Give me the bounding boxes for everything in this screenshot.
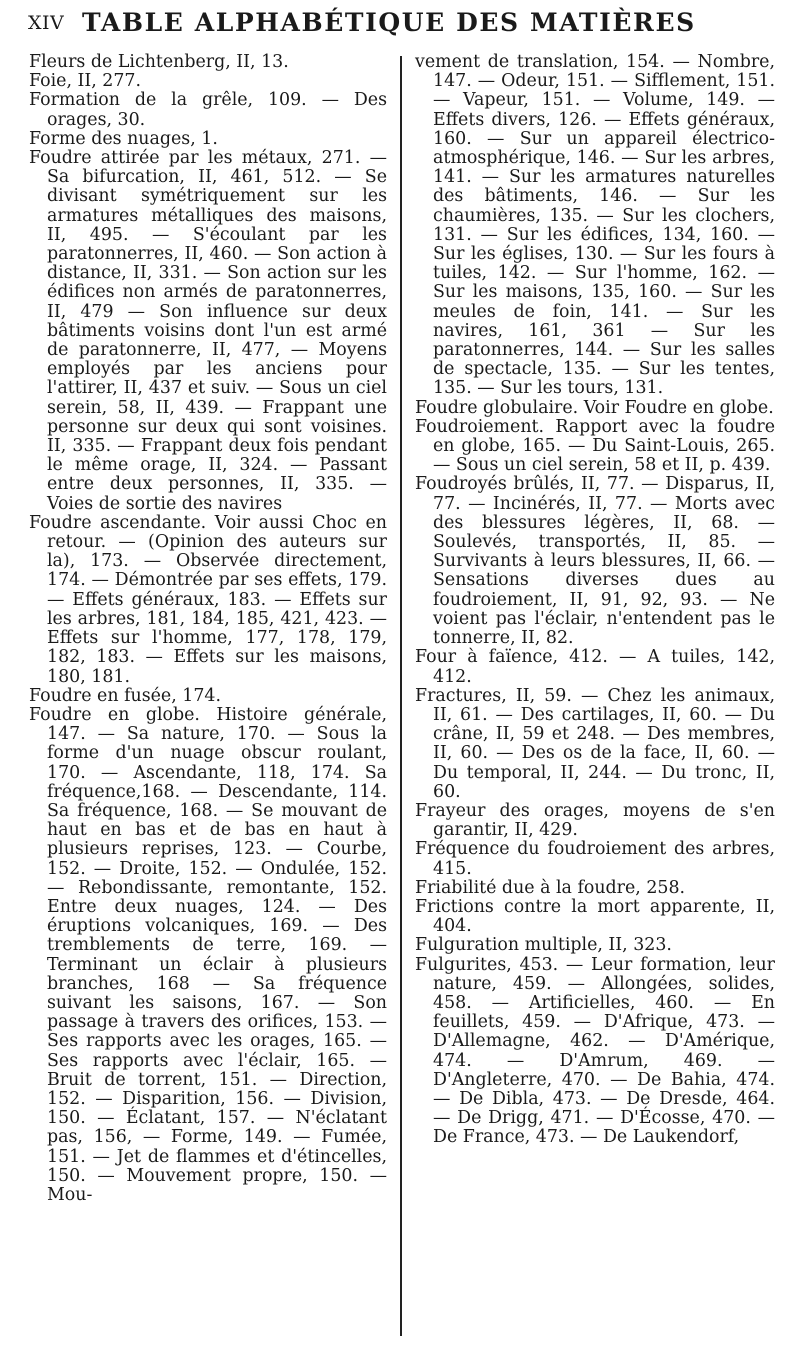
index-entry: Fulguration multiple, II, 323.	[415, 935, 672, 956]
column-divider	[400, 56, 402, 1336]
running-head: TABLE ALPHABÉTIQUE DES MATIÈRES	[82, 8, 696, 37]
index-entry: Fréquence du foudroiement des arbres, 415.	[415, 839, 775, 879]
index-entry: Frayeur des orages, moyens de s'en garantir, II, 429.	[415, 800, 775, 841]
index-entry: Four à faïence, 412. — A tuiles, 142, 412.	[415, 647, 775, 687]
index-entry: Frictions contre la mort apparente, II, 404.	[415, 896, 775, 937]
index-entry: Forme des nuages, 1.	[29, 128, 218, 149]
left-column	[29, 53, 387, 1205]
index-entry: Foie, II, 277.	[29, 71, 142, 92]
right-column	[415, 53, 775, 1148]
index-entry: Foudre ascendante. Voir aussi Choc en retour. — (Opinion des auteurs sur la), 173. — Observée directement, 174. — Démontrée par ses effets, 179. — Effets généraux, 183. — Effets sur les arbres, 181, 184, 185, 421, 423. — Effets sur l'homme, 177, 178, 179, 182, 183. — Effets sur les maisons, 180, 181.	[29, 512, 387, 687]
index-entry: vement de translation, 154. — Nombre, 147. — Odeur, 151. — Sifflement, 151. — Vapeur, 151. — Volume, 149. — Effets divers, 126. — Effets généraux, 160. — Sur un appareil électrico-atmosphérique, 146. — Sur les arbres, 141. — Sur les armatures naturelles des bâtiments, 146. — Sur les chaumières, 135. — Sur les clochers, 131. — Sur les édifices, 134, 160. — Sur les églises, 130. — Sur les fours à tuiles, 142. — Sur l'homme, 162. — Sur les maisons, 135, 160. — Sur les meules de foin, 141. — Sur les navires, 161, 361 — Sur les paratonnerres, 144. — Sur les salles de spectacle, 135. — Sur les tentes, 135. — Sur les tours, 131.	[415, 52, 775, 399]
page-number: XIV	[28, 12, 65, 34]
index-entry: Foudroyés brûlés, II, 77. — Disparus, II, 77. — Incinérés, II, 77. — Morts avec des blessures légères, II, 68. — Soulevés, transportés, II, 85. — Survivants à leurs blessures, II, 66. — Sensations diverses dues au foudroiement, II, 91, 92, 93. — Ne voient pas l'éclair, n'entendent pas le tonnerre, II, 82.	[415, 474, 775, 649]
index-entry: Friabilité due à la foudre, 258.	[415, 877, 686, 898]
index-entry: Foudre en globe. Histoire générale, 147. — Sa nature, 170. — Sous la forme d'un nuage obscur roulant, 170. — Ascendante, 118, 174. Sa fréquence,168. — Descendante, 114. Sa fréquence, 168. — Se mouvant de haut en bas et de bas en haut à plusieurs reprises, 123. — Courbe, 152. — Droite, 152. — Ondulée, 152. — Rebondissante, remontante, 152. Entre deux nuages, 124. — Des éruptions volcaniques, 169. — Des tremblements de terre, 169. — Terminant un éclair à plusieurs branches, 168 — Sa fréquence suivant les saisons, 167. — Son passage à travers des orifices, 153. — Ses rapports avec les orages, 165. — Ses rapports avec l'éclair, 165. — Bruit de torrent, 151. — Direction, 152. — Disparition, 156. — Division, 150. — Éclatant, 157. — N'éclatant pas, 156, — Forme, 149. — Fumée, 151. — Jet de flammes et d'étincelles, 150. — Mouvement propre, 150. — Mou-	[29, 704, 387, 1205]
index-entry: Foudre globulaire. Voir Foudre en globe.	[415, 397, 774, 418]
index-entry: Foudre attirée par les métaux, 271. — Sa bifurcation, II, 461, 512. — Se divisant symétriquement sur les armatures métalliques des maisons, II, 495. — S'écoulant par les paratonnerres, II, 460. — Son action à distance, II, 331. — Son action sur les édifices non armés de paratonnerres, II, 479 — Son influence sur deux bâtiments voisins dont l'un est armé de paratonnerre, II, 477, — Moyens employés par les anciens pour l'attirer, II, 437 et suiv. — Sous un ciel serein, 58, II, 439. — Frappant une personne sur deux qui sont voisines. II, 335. — Frappant deux fois pendant le même orage, II, 324. — Passant entre deux personnes, II, 335. — Voies de sortie des navires	[29, 148, 387, 514]
index-entry: Fleurs de Lichtenberg, II, 13.	[29, 52, 289, 72]
index-entry: Foudre en fusée, 174.	[29, 685, 221, 706]
index-entry: Fulgurites, 453. — Leur formation, leur nature, 459. — Allongées, solides, 458. — Artificielles, 460. — En feuillets, 459. — D'Afrique, 473. — D'Allemagne, 462. — D'Amérique, 474. — D'Amrum, 469. — D'Angleterre, 470. — De Bahia, 474. — De Dibla, 473. — De Dresde, 464. — De Drigg, 471. — D'Écosse, 470. — De France, 473. — De Laukendorf,	[415, 954, 775, 1148]
index-entry: Fractures, II, 59. — Chez les animaux, II, 61. — Des cartilages, II, 60. — Du crâne, II, 59 et 248. — Des membres, II, 60. — Des os de la face, II, 60. — Du temporal, II, 244. — Du tronc, II, 60.	[415, 685, 775, 802]
index-entry: Formation de la grêle, 109. — Des orages, 30.	[29, 90, 387, 130]
index-entry: Foudroiement. Rapport avec la foudre en globe, 165. — Du Saint-Louis, 265. — Sous un ciel serein, 58 et II, p. 439.	[415, 416, 775, 476]
page-header	[28, 8, 772, 48]
